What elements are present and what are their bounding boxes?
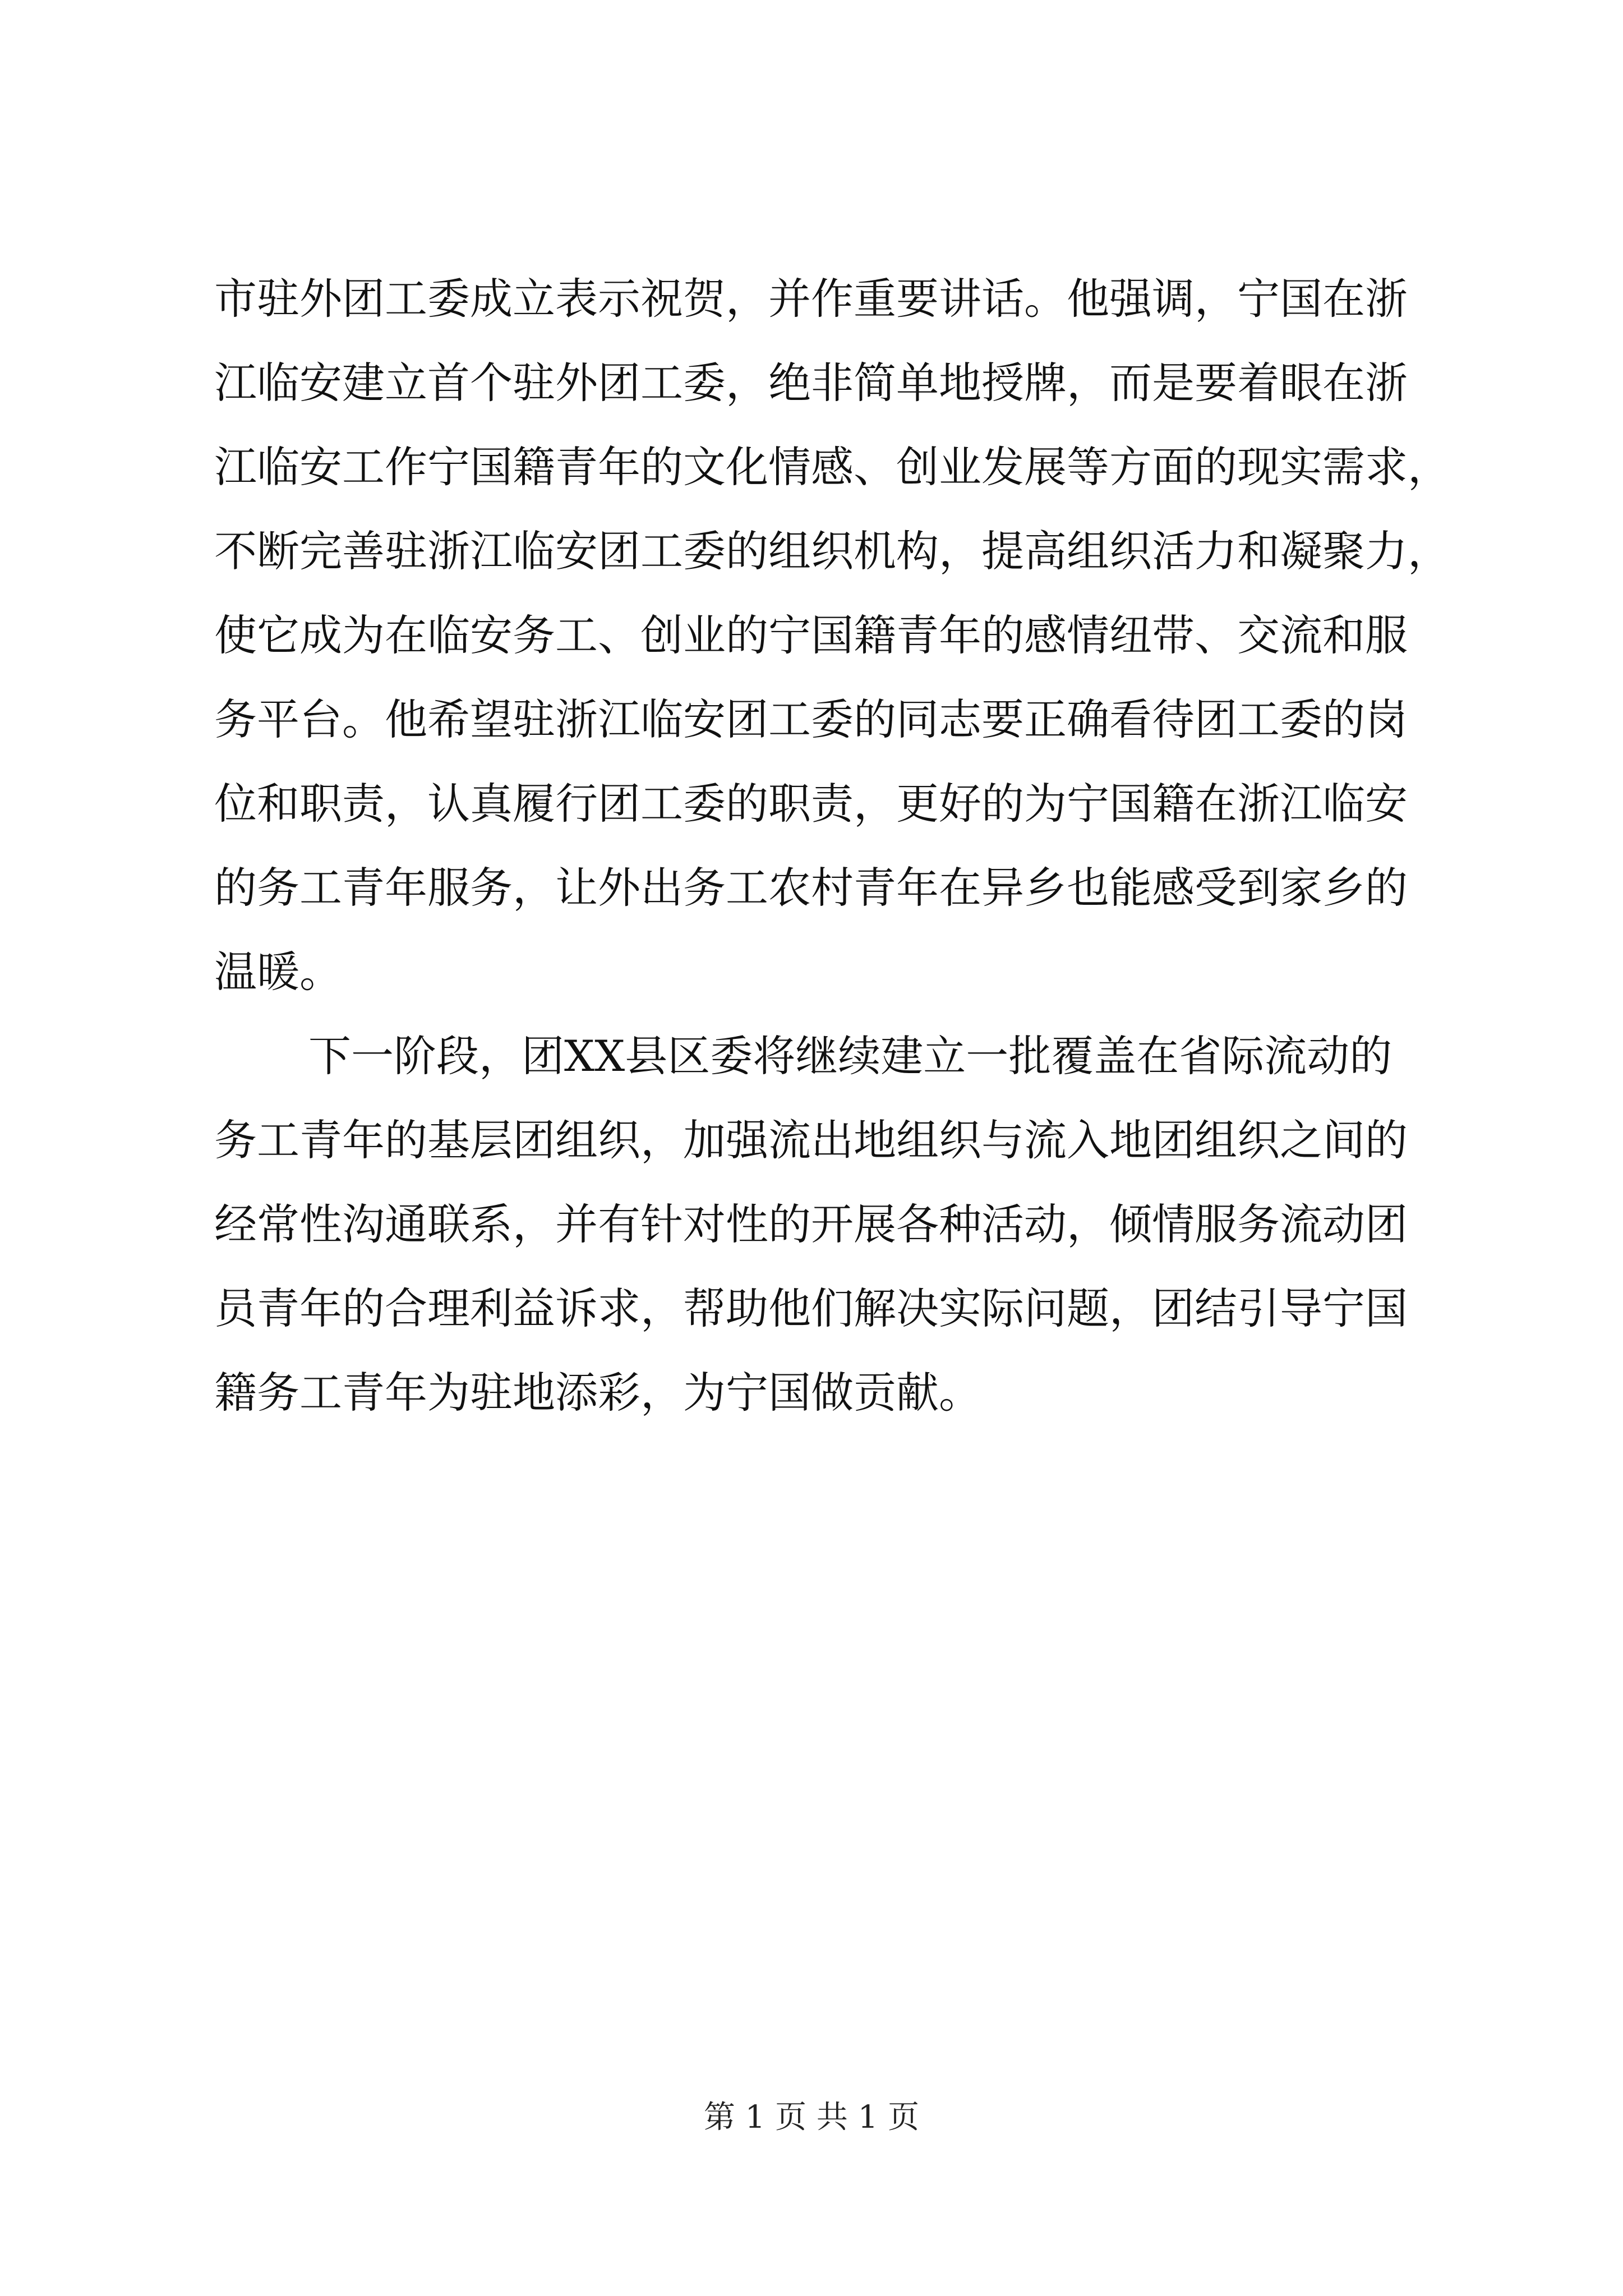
paragraph-line: 位和职责，认真履行团工委的职责，更好的为宁国籍在浙江临安 xyxy=(214,779,1408,829)
paragraph-line: 使它成为在临安务工、创业的宁国籍青年的感情纽带、交流和服 xyxy=(214,610,1408,660)
paragraph-line: 经常性沟通联系，并有针对性的开展各种活动，倾情服务流动团 xyxy=(214,1199,1408,1249)
paragraph-line: 江临安工作宁国籍青年的文化情感、创业发展等方面的现实需求， xyxy=(214,442,1450,492)
paragraph-line: 员青年的合理利益诉求，帮助他们解决实际问题，团结引导宁国 xyxy=(214,1283,1408,1333)
paragraph-line: 的务工青年服务，让外出务工农村青年在异乡也能感受到家乡的 xyxy=(214,863,1408,913)
paragraph-line: 务平台。他希望驻浙江临安团工委的同志要正确看待团工委的岗 xyxy=(214,694,1408,744)
paragraph-line: 江临安建立首个驻外团工委，绝非简单地授牌，而是要着眼在浙 xyxy=(214,358,1408,408)
paragraph-line: 不断完善驻浙江临安团工委的组织机构，提高组织活力和凝聚力， xyxy=(214,526,1450,576)
page-number-label: 第 1 页 共 1 页 xyxy=(703,2099,920,2136)
paragraph-line: 务工青年的基层团组织，加强流出地组织与流入地团组织之间的 xyxy=(214,1115,1408,1165)
paragraph-line: 籍务工青年为驻地添彩，为宁国做贡献。 xyxy=(214,1368,981,1418)
paragraph-line: 温暖。 xyxy=(214,947,342,997)
paragraph-line: 市驻外团工委成立表示祝贺，并作重要讲话。他强调，宁国在浙 xyxy=(214,274,1408,324)
document-body xyxy=(214,257,1450,1435)
paragraph-line: 下一阶段，团XX县区委将继续建立一批覆盖在省际流动的 xyxy=(308,1031,1393,1081)
page-footer xyxy=(0,2095,1623,2140)
paragraph-1 xyxy=(214,257,1450,1014)
paragraph-2 xyxy=(214,1014,1426,1435)
